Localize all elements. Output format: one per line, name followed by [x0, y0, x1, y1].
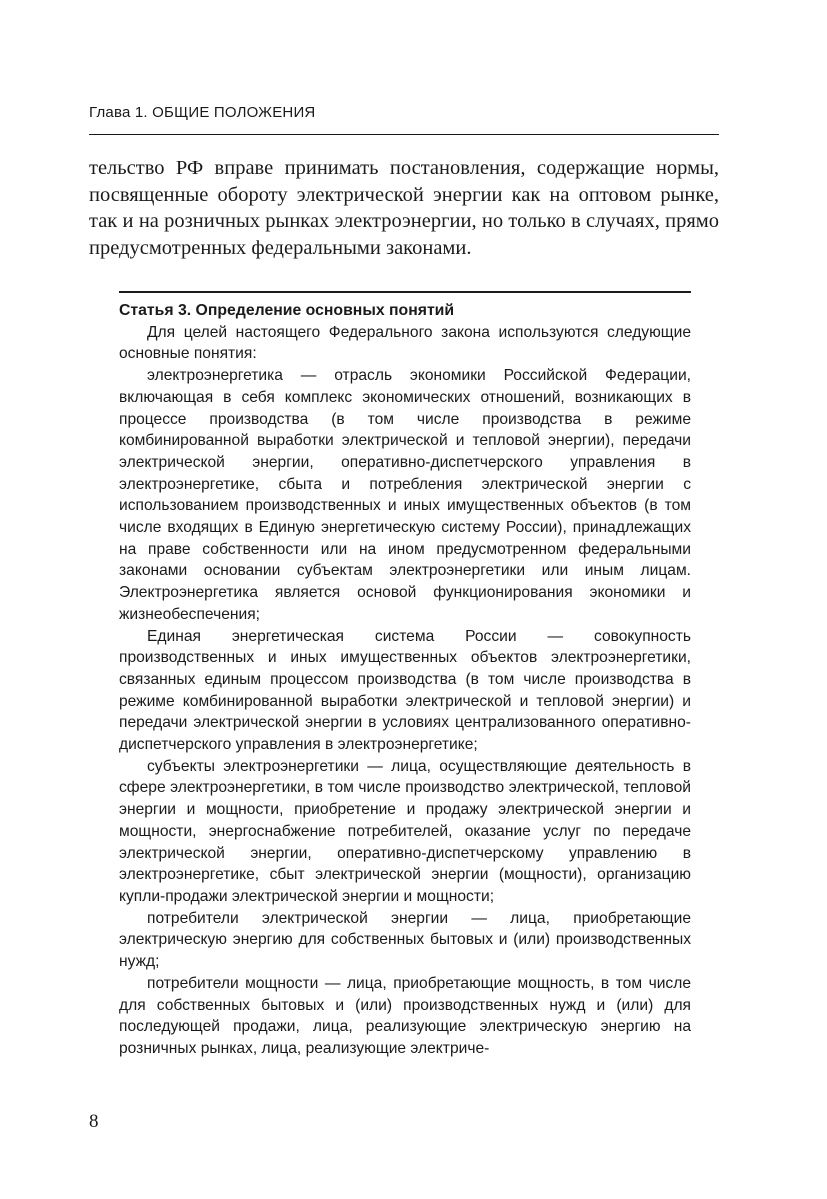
running-head: Глава 1. ОБЩИЕ ПОЛОЖЕНИЯ	[89, 104, 316, 121]
definition-electroenergetics: электроэнергетика — отрасль экономики Российской Федерации, включающая в себя комплекс экономических отношений, возникающих в процессе производства (в том числе производства в режиме комбинированной выработки электрической и тепловой энергии), передачи электрической энергии, оперативно-диспетчерского управления в электроэнергетике, сбыта и потребления электрической энергии с использованием производственных и иных имущественных объектов (в том числе входящих в Единую энергетическую систему России), принадлежащих на праве собственности или на ином предусмотренном федеральными законами основании субъектам электроэнергетики или иным лицам. Электроэнергетика является основой функционирования экономики и жизнеобеспечения;	[119, 367, 691, 623]
intro-block	[89, 155, 719, 261]
header-rule	[89, 134, 719, 135]
article-paragraph-intro: Для целей настоящего Федерального закона используются следующие основные понятия:	[119, 323, 691, 363]
definition-electroenergetics-subjects: субъекты электроэнергетики — лица, осуществляющие деятельность в сфере электроэнергетики, в том числе производство электрической, тепловой энергии и мощности, приобретение и продажу электрической энергии и мощности, энергоснабжение потребителей, оказание услуг по передаче электрической энергии, оперативно-диспетчерскому управлению в электроэнергетике, сбыт электрической энергии (мощности), организацию купли-продажи электрической энергии и мощности;	[119, 757, 691, 905]
article-title: Статья 3. Определение основных понятий	[119, 302, 455, 319]
definition-unified-energy-system: Единая энергетическая система России — совокупность производственных и иных имущественных объектов электроэнергетики, связанных единым процессом производства (в том числе производства в режиме комбинированной выработки электрической и тепловой энергии) и передачи электрической энергии в условиях централизованного оперативно-диспетчерского управления в электроэнергетике;	[119, 627, 691, 754]
intro-paragraph: тельство РФ вправе принимать постановления, содержащие нормы, посвященные обороту электрической энергии как на оптовом рынке, так и на розничных рынках электроэнергии, но только в случаях, прямо предусмотренных федеральными законами.	[89, 157, 719, 259]
article-block	[119, 291, 691, 1060]
definition-energy-consumers: потребители электрической энергии — лица, приобретающие электрическую энергию для собственных бытовых и (или) производственных нужд;	[119, 909, 691, 971]
page-number: 8	[89, 1111, 99, 1132]
definition-capacity-consumers: потребители мощности — лица, приобретающие мощность, в том числе для собственных бытовых и (или) производственных нужд и (или) для последующей продажи, лица, реализующие электрическую энергию на розничных рынках, лица, реализующие электриче-	[119, 974, 691, 1057]
